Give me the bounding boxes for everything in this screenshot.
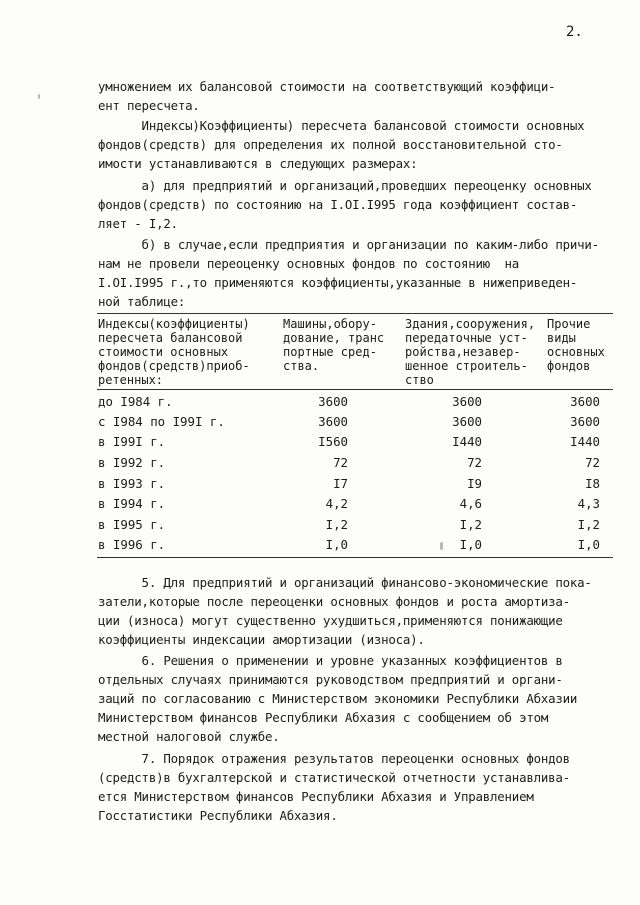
- text-line: ент пересчета.: [98, 98, 200, 113]
- table-cell-period: до I984 г.: [98, 394, 173, 409]
- table-bottom-rule: [97, 557, 613, 558]
- text-line: (средств)в бухгалтерской и статистической отчетности устанавлива-: [98, 770, 570, 785]
- text-line: ется Министерством финансов Республики Абхазия и Управлением: [98, 789, 534, 804]
- table-cell-machines: 3600: [318, 414, 348, 429]
- table-cell-period: в I993 г.: [98, 476, 166, 491]
- table-cell-buildings: I9: [467, 476, 482, 491]
- table-header-rule: [97, 389, 613, 390]
- text-line: отдельных случаях принимаются руководством предприятий и органи-: [98, 672, 563, 687]
- table-cell-machines: I560: [318, 434, 348, 449]
- table-cell-other: I,0: [577, 537, 600, 552]
- table-header-indices: Индексы(коэффициенты) пересчета балансовой стоимости основных фондов(средств)приоб- ретенных:: [98, 317, 250, 387]
- table-cell-buildings: I,2: [459, 517, 482, 532]
- table-cell-machines: I,2: [325, 517, 348, 532]
- table-cell-other: 72: [585, 455, 600, 470]
- table-cell-machines: I7: [333, 476, 348, 491]
- text-line: местной налоговой службе.: [98, 729, 280, 744]
- table-cell-buildings: 72: [467, 455, 482, 470]
- table-cell-other: 3600: [570, 414, 600, 429]
- table-cell-buildings: I,0: [459, 537, 482, 552]
- text-line: Министерством финансов Республики Абхазия с сообщением об этом: [98, 710, 549, 725]
- table-cell-period: в I994 г.: [98, 496, 166, 511]
- table-cell-machines: 72: [333, 455, 348, 470]
- text-line: б) в случае,если предприятия и организации по каким-либо причи-: [98, 237, 599, 252]
- table-cell-period: с I984 по I99I г.: [98, 414, 225, 429]
- table-cell-machines: I,0: [325, 537, 348, 552]
- table-cell-machines: 4,2: [325, 496, 348, 511]
- text-line: нам не провели переоценку основных фондов по состоянию на: [98, 256, 520, 271]
- text-line: затели,которые после переоценки основных фондов и роста амортиза-: [98, 594, 570, 609]
- text-line: умножением их балансовой стоимости на соответствующий коэффици-: [98, 79, 556, 94]
- text-line: Госстатистики Республики Абхазия.: [98, 808, 338, 823]
- text-line: заций по согласованию с Министерством экономики Республики Абхазии: [98, 691, 578, 706]
- table-cell-buildings: 3600: [452, 394, 482, 409]
- table-cell-period: в I996 г.: [98, 537, 166, 552]
- table-cell-period: в I995 г.: [98, 517, 166, 532]
- table-cell-other: I440: [570, 434, 600, 449]
- table-cell-other: 4,3: [577, 496, 600, 511]
- text-line: I.OI.I995 г.,то применяются коэффициенты,указанные в нижеприведен-: [98, 275, 578, 290]
- text-line: 5. Для предприятий и организаций финансово-экономические пока-: [98, 575, 592, 590]
- table-cell-other: I,2: [577, 517, 600, 532]
- table-cell-other: I8: [585, 476, 600, 491]
- page-number: 2.: [566, 24, 583, 40]
- text-line: фондов(средств) по состоянию на I.OI.I995 года коэффициент состав-: [98, 197, 578, 212]
- text-line: ляет - I,2.: [98, 216, 178, 231]
- text-line: фондов(средств) для определения их полной восстановительной сто-: [98, 137, 563, 152]
- text-line: 7. Порядок отражения результатов переоценки основных фондов: [98, 751, 570, 766]
- table-cell-machines: 3600: [318, 394, 348, 409]
- table-cell-buildings: I440: [452, 434, 482, 449]
- text-line: имости устанавливаются в следующих размерах:: [98, 156, 418, 171]
- scan-speck: [38, 94, 40, 99]
- table-header-machines: Машины,обору- дование, транс портные сред- ства.: [283, 317, 385, 373]
- text-line: ной таблице:: [98, 294, 186, 309]
- table-header-other: Прочие виды основных фондов: [547, 317, 605, 373]
- table-cell-buildings: 4,6: [459, 496, 482, 511]
- text-line: Индексы)Коэффициенты) пересчета балансовой стоимости основных: [98, 118, 585, 133]
- table-cell-period: в I99I г.: [98, 434, 166, 449]
- text-line: а) для предприятий и организаций,проведших переоценку основных: [98, 178, 592, 193]
- table-top-rule: [97, 313, 613, 314]
- text-line: коэффициенты индексации амортизации (износа).: [98, 632, 425, 647]
- table-cell-buildings: 3600: [452, 414, 482, 429]
- table-cell-period: в I992 г.: [98, 455, 166, 470]
- text-line: ции (износа) могут существенно ухудшиться,применяются понижающие: [98, 613, 563, 628]
- table-cell-other: 3600: [570, 394, 600, 409]
- table-header-buildings: Здания,сооружения, передаточные уст- ройства,незавер- шенное строитель- ство: [405, 317, 536, 387]
- scan-speck: [440, 542, 443, 550]
- text-line: 6. Решения о применении и уровне указанных коэффициентов в: [98, 653, 563, 668]
